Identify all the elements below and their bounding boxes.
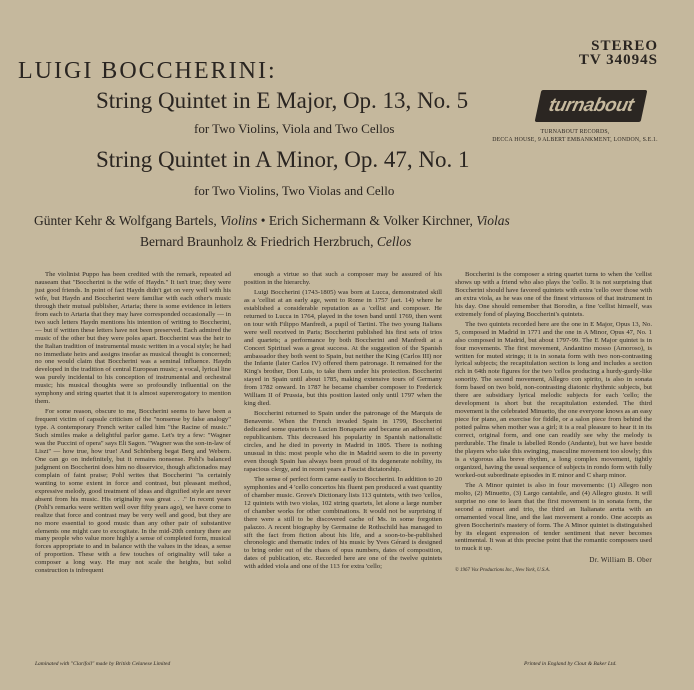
lamination-credit: Laminated with "Clarifoil" made by British Celanese Limited <box>35 661 171 667</box>
work-title-1: String Quintet in E Major, Op. 13, No. 5 <box>96 88 469 113</box>
liner-notes-column-1 <box>35 271 231 577</box>
catalog-number: TV 34094S <box>578 52 658 68</box>
paragraph: enough a virtue so that such a composer may be assured of his position in the hierarchy. <box>244 271 442 286</box>
copyright-notice: © 1967 Vox Productions Inc., New York, U.S.A. <box>455 568 550 574</box>
performers-line-1: Günter Kehr & Wolfgang Bartels, Violins • Erich Sichermann & Volker Kirchner, Violas <box>34 213 510 228</box>
stereo-label: STEREO <box>591 38 658 54</box>
work-instrumentation-2: for Two Violins, Two Violas and Cello <box>194 183 395 198</box>
liner-notes-column-2 <box>244 271 442 573</box>
work-title-2: String Quintet in A Minor, Op. 47, No. 1 <box>96 147 470 172</box>
composer-title: LUIGI BOCCHERINI: <box>18 58 277 84</box>
paragraph: Boccherini returned to Spain under the patronage of the Marquis de Benavente. When the French invaded Spain in 1799, Boccherini dedicated some quartets to Lucien Bonaparte and became an adherent of republicanism. This decreased his popularity in Spanish nationalistic circles, and he died in poverty in Madrid in 1805. There is nothing unusual in this: most people who die in Madrid seem to die in poverty even though Spain has always been proud of its degenerate nobility, its rapacious clergy, and in recent years a Fascist dictatorship. <box>244 410 442 473</box>
author-signature: Dr. William B. Ober <box>589 556 652 565</box>
paragraph: The violinist Puppo has been credited with the remark, repeated ad nauseam that "Boccherini is the wife of Haydn." It isn't true; they were just good friends. In point of fact Haydn didn't get on very well with his wife, but Haydn and Boccherini were familiar with each other's music through their mutual publisher, Artaria; there is some evidence in letters from each to Artaria that they may have corresponded occasionally — in two such letters Haydn mentions his intention of writing to Boccherini, — but if written these letters have not been preserved. Each admired the music of the other but they were poles apart. Boccherini was the heir to the Italian tradition of instrumental music written in a vocal style; he had no immediate heirs and assigns insofar as musical thought is concerned; no one would claim that Boccherini was a seminal influence. Haydn developed in the tradition of central European music; a vocal, lyrical line was purely incidental to his conception of instrumental and orchestral music; his musical thoughts were so profoundly influential on the symphony and string quartet that it is almost supererogatory to mention them. <box>35 271 231 406</box>
paragraph: Luigi Boccherini (1743-1805) was born at Lucca, demonstrated skill as a 'cellist at an early age, went to Rome in 1757 (aet. 14) where he established a considerable reputation as a 'cellist and composer. He returned to Lucca in 1764, played in the town band until 1769, then went on tour with Filippo Manfredi, a pupil of Tartini. The two young Italians were well received in Paris; Boccherini published his first sets of trios and quartets; a performance by both Boccherini and Manfredi at a Concert Spirituel was a great success. At the suggestion of the Spanish ambassador they both went to Spain, but neither the King (Carlos III) nor the Infante (later Carlos IV) offered them patronage. It remained for the King's brother, Don Luis, to take them under his protection. Boccherini stayed in Spain until about 1785, making extensive tours of Germany from 1782 onward. In 1787 he became chamber composer to Frederick William II of Prussia, but this position lasted only until 1797 when the king died. <box>244 288 442 408</box>
paragraph: The two quintets recorded here are the one in E Major, Opus 13, No. 5, composed in Madrid in 1771 and the one in A Minor, Opus 47, No. 1 also composed in Madrid, but about 1797-99. The E Major quintet is in four movements. The first movement, Andantino mosso (Amoroso), is written for muted strings; it is in sonata form with two non-contrasting lyrical subjects; the recapitulation section is long and includes a section rich in 64th note figures for the two 'cellos producing a hurdy-gurdy-like sonority. The second movement, Allegro con spirito, is also in sonata form based on two bold, non-contrasting diatonic rhythmic subjects, but there are subsidiary lyrical melodic subjects for each 'cello; the development is short but the recapitulation extended. The third movement is the celebrated Minuetto, the one everyone knows as an easy piece for piano, an exercise for fiddle, or a salon piece from behind the potted palms when mother was a girl; it is a real pleasure to hear it in its correct, original form, and one can readily see why the melody is perdurable. The finale is labelled Rondo (Andante), but we have beside the players who take this swinging, masculine movement too slowly; this is a vigorous alla breve rhythm, a long complex movement, tightly organized, having the usual sequence of subjects in rondo form with fully worked-out subordinate episodes in E minor and C sharp minor. <box>455 320 652 479</box>
liner-notes-column-3 <box>455 271 652 575</box>
paragraph: For some reason, obscure to me, Boccherini seems to have been a frequent victim of capsule criticism of the "nonsense by false analogy" type. A contemporary French writer called him "the Racine of music." Such similes make a delightful parlor game. Let's try a few: "Wagner was the Puccini of opera" says Eli Sagon. "Wagner was the son-in-law of Liszt" — how true, how true! And Schönberg begat Berg and Webern. One can go on indefinitely, but it remains nonsense. Pohl's balanced judgment on Boccherini does him no disservice, though aficionados may complain of faint praise; Pohl writes that Boccherini "is certainly wanting to some extent in force and contrast, but pleasant method, expressive melody, good treatment of ideas and dignified style are never absent from his music. His originality was great . . ." In recent years (Pohl's remarks were written well over fifty years ago), we have come to realize that force and contrast may be very well and good, but they are no more essential to good music than any other pair of substantive elements one might care to excogitate. In the mid-20th century there are many people who value more highly a sense of completed form, musical forces appropriate to and in balance with the values in the ideas, a sense of proportion. These with a few touches of originality will take a composer a long way. He may not scale the heights, but solid construction is infrequent <box>35 408 231 575</box>
paragraph: The A Minor quintet is also in four movements: (1) Allegro non molto, (2) Minuetto, (3) Largo cantabile, and (4) Allegro giusto. It will surprise no one to learn that the first movement is in sonata form, the second a minuet and trio, the third an Italianate aretta with an ornamented vocal line, and the last movement a rondo. One accepts as given Boccherini's mastery of form. The A Minor quintet is distinguished by its elegant expression of tender sentiment that never becomes sentimental. It was at this precise point that the romantic composers used to muck it up. <box>455 481 652 553</box>
performers-line-2: Bernard Braunholz & Friedrich Herzbruch, Cellos <box>140 234 412 249</box>
printer-credit: Printed in England by Clout & Baker Ltd. <box>524 661 617 667</box>
paragraph: The sense of perfect form came easily to Boccherini. In addition to 20 symphonies and 4 'cello concertos his fluent pen produced a vast quantity of chamber music. Grove's Dictionary lists 113 quintets, with two 'cellos, 12 quintets with two violas, 102 string quartets, let alone a large number of chamber works for other combinations. It would not be surprising if there were a still to be discovered cache of Ms. in some forgotten palazzo. A recent biography by Germaine de Rothschild has managed to sift the fact from fiction about his life, and a soon-to-be-published chronologic and thematic index of his music by Yves Gérard is designed to bring order out of the chaos of opus numbers, dates of composition, dates of publication, etc. Recorded here are one of the twelve quintets with added viola and one of the 113 for extra 'cello; <box>244 475 442 571</box>
work-instrumentation-1: for Two Violins, Viola and Two Cellos <box>194 121 395 136</box>
label-address: TURNABOUT RECORDS, DECCA HOUSE, 9 ALBERT EMBANKMENT, LONDON, S.E.1. <box>492 129 658 143</box>
paragraph: Boccherini is the composer a string quartet turns to when the 'cellist shows up with a friend who also plays the 'cello. It is not surprising that Boccherini should have favored quintets with extra 'cello over those with an extra viola, as he was one of the finest virtuosos of that instrument in his day. One should remember that Borodin, a fine 'cellist himself, was extremely fond of playing Boccherini's quintets. <box>455 271 652 318</box>
turnabout-logo: turnabout <box>535 90 648 122</box>
